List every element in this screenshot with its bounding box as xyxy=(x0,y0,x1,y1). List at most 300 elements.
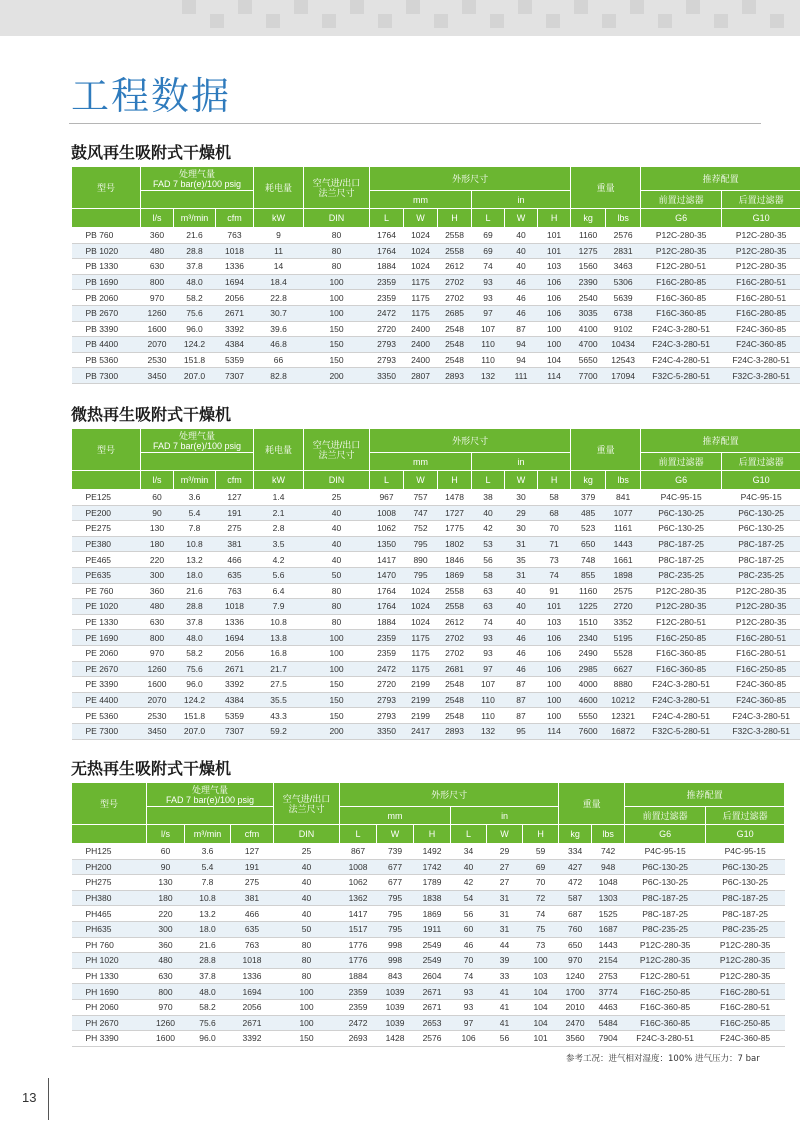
model-cell: PH 1330 xyxy=(72,968,147,984)
table-row xyxy=(72,1015,785,1031)
data-cell: 5359 xyxy=(216,352,254,368)
data-cell: P12C-280-35 xyxy=(722,583,800,599)
data-cell: 2720 xyxy=(370,321,404,337)
data-cell: 106 xyxy=(451,1031,487,1047)
data-cell: 2340 xyxy=(571,630,606,646)
data-cell: 2010 xyxy=(559,999,592,1015)
banner-square xyxy=(770,14,784,28)
data-cell: F16C-280-51 xyxy=(706,984,785,1000)
model-cell: PH200 xyxy=(72,859,147,875)
data-cell: F24C-360-85 xyxy=(722,321,800,337)
data-cell: 151.8 xyxy=(174,352,216,368)
unit-lbs: lbs xyxy=(592,825,625,844)
data-cell: 42 xyxy=(451,875,487,891)
data-cell: 6627 xyxy=(606,661,641,677)
data-cell: 40 xyxy=(451,859,487,875)
unit-kg: kg xyxy=(571,209,606,228)
table-row xyxy=(72,505,800,521)
data-cell: 100 xyxy=(538,692,571,708)
data-cell: 46 xyxy=(505,305,538,321)
data-cell: 630 xyxy=(141,614,174,630)
data-cell: 1517 xyxy=(340,921,377,937)
data-cell: 41 xyxy=(487,984,523,1000)
data-cell: 2671 xyxy=(231,1015,274,1031)
data-cell: 890 xyxy=(404,552,438,568)
data-cell: 100 xyxy=(538,321,571,337)
data-cell: F16C-360-85 xyxy=(641,305,722,321)
data-cell: 3774 xyxy=(592,984,625,1000)
banner-square xyxy=(378,14,392,28)
data-cell: 7.8 xyxy=(174,521,216,537)
data-cell: 87 xyxy=(505,708,538,724)
data-cell: P8C-235-25 xyxy=(641,567,722,583)
data-cell: 58.2 xyxy=(174,290,216,306)
data-cell: 100 xyxy=(274,1015,340,1031)
data-cell: 1024 xyxy=(404,614,438,630)
data-cell: 106 xyxy=(538,305,571,321)
data-cell: 3392 xyxy=(231,1031,274,1047)
banner-square xyxy=(350,0,364,14)
data-cell: 2558 xyxy=(438,228,472,244)
header-in: in xyxy=(472,191,571,209)
data-cell: 40 xyxy=(304,552,370,568)
banner-square xyxy=(518,0,532,14)
unit-din: DIN xyxy=(304,209,370,228)
unit-L: L xyxy=(370,471,404,490)
model-cell: PH 2060 xyxy=(72,999,147,1015)
data-cell: 300 xyxy=(141,567,174,583)
data-cell: 13.2 xyxy=(185,906,231,922)
data-cell: 104 xyxy=(523,984,559,1000)
data-cell: 40 xyxy=(274,906,340,922)
model-cell: PB 7300 xyxy=(72,368,141,384)
data-cell: 40 xyxy=(505,614,538,630)
table-row xyxy=(72,723,800,739)
data-cell: P6C-130-25 xyxy=(641,521,722,537)
data-cell: 1802 xyxy=(438,536,472,552)
banner-square xyxy=(546,14,560,28)
data-cell: 855 xyxy=(571,567,606,583)
data-cell: 1039 xyxy=(377,984,414,1000)
data-cell: 1470 xyxy=(370,567,404,583)
data-cell: 763 xyxy=(216,583,254,599)
table-row xyxy=(72,521,800,537)
unit-W-in: W xyxy=(487,825,523,844)
data-cell: 1024 xyxy=(404,583,438,599)
data-cell: P8C-235-25 xyxy=(706,921,785,937)
data-cell: 106 xyxy=(538,661,571,677)
header-conn-sub: 法兰尺寸 xyxy=(318,187,355,198)
data-cell: 381 xyxy=(231,890,274,906)
data-cell: F16C-280-85 xyxy=(722,305,800,321)
data-cell: 1764 xyxy=(370,243,404,259)
data-cell: 795 xyxy=(377,890,414,906)
data-cell: 31 xyxy=(505,536,538,552)
data-cell: 466 xyxy=(216,552,254,568)
unit-W: W xyxy=(377,825,414,844)
table-row xyxy=(72,984,785,1000)
data-cell: 2470 xyxy=(559,1015,592,1031)
data-cell: 2056 xyxy=(216,290,254,306)
header-weight: 重量 xyxy=(571,167,641,209)
data-cell: P6C-130-25 xyxy=(722,521,800,537)
data-cell: 2549 xyxy=(414,937,451,953)
data-cell: 37.8 xyxy=(185,968,231,984)
table-row xyxy=(72,290,800,306)
table-row xyxy=(72,661,800,677)
data-cell: 5639 xyxy=(606,290,641,306)
data-cell: F24C-3-280-51 xyxy=(641,677,722,693)
data-cell: 150 xyxy=(304,337,370,353)
data-cell: 795 xyxy=(377,921,414,937)
data-cell: 10212 xyxy=(606,692,641,708)
data-cell: P6C-130-25 xyxy=(706,859,785,875)
data-cell: 1024 xyxy=(404,259,438,275)
data-cell: 650 xyxy=(559,937,592,953)
data-cell: 100 xyxy=(274,999,340,1015)
banner-square xyxy=(574,0,588,14)
data-cell: 42 xyxy=(472,521,505,537)
data-cell: 2472 xyxy=(370,661,404,677)
data-cell: 151.8 xyxy=(174,708,216,724)
data-cell: 2199 xyxy=(404,708,438,724)
data-cell: 31 xyxy=(505,567,538,583)
data-cell: 80 xyxy=(274,953,340,969)
table-body xyxy=(72,490,800,740)
banner-square xyxy=(630,0,644,14)
data-cell: 1175 xyxy=(404,274,438,290)
data-cell: 180 xyxy=(147,890,185,906)
data-cell: 1764 xyxy=(370,583,404,599)
model-cell: PH380 xyxy=(72,890,147,906)
data-cell: 16872 xyxy=(606,723,641,739)
data-cell: 60 xyxy=(451,921,487,937)
data-cell: 94 xyxy=(505,352,538,368)
data-cell: 93 xyxy=(472,645,505,661)
data-cell: 1039 xyxy=(377,1015,414,1031)
unit-H-in: H xyxy=(538,209,571,228)
data-cell: 480 xyxy=(147,953,185,969)
data-cell: 2985 xyxy=(571,661,606,677)
data-cell: 1175 xyxy=(404,290,438,306)
data-cell: 41 xyxy=(487,1015,523,1031)
section-title-heated: 微热再生吸附式干燥机 xyxy=(71,405,232,424)
data-cell: 101 xyxy=(538,599,571,615)
header-connection xyxy=(274,783,340,825)
data-cell: 4000 xyxy=(571,677,606,693)
table-row xyxy=(72,243,800,259)
data-cell: 50 xyxy=(304,567,370,583)
header-capacity-spacer xyxy=(147,807,274,825)
banner-square xyxy=(658,14,672,28)
data-cell: 80 xyxy=(304,243,370,259)
data-cell: 2548 xyxy=(438,677,472,693)
data-cell: 40 xyxy=(472,505,505,521)
data-cell: 1024 xyxy=(404,599,438,615)
data-cell: 763 xyxy=(216,228,254,244)
data-cell: 37.8 xyxy=(174,259,216,275)
unit-H: H xyxy=(438,209,472,228)
data-cell: 3.6 xyxy=(174,490,216,506)
data-cell: 800 xyxy=(147,984,185,1000)
table-row xyxy=(72,567,800,583)
unit-cfm: cfm xyxy=(231,825,274,844)
data-cell: 635 xyxy=(216,567,254,583)
data-cell: 1175 xyxy=(404,630,438,646)
data-cell: 103 xyxy=(538,614,571,630)
data-cell: 80 xyxy=(274,968,340,984)
data-cell: 466 xyxy=(231,906,274,922)
model-cell: PE 2060 xyxy=(72,645,141,661)
data-cell: 1687 xyxy=(592,921,625,937)
table-row xyxy=(72,536,800,552)
data-cell: F16C-250-85 xyxy=(641,630,722,646)
data-cell: P8C-187-25 xyxy=(641,536,722,552)
data-cell: 74 xyxy=(523,906,559,922)
unit-g6: G6 xyxy=(641,471,722,490)
header-unit-blank xyxy=(72,471,141,490)
data-cell: P8C-187-25 xyxy=(641,552,722,568)
unit-W: W xyxy=(404,209,438,228)
header-filters: 推荐配置 xyxy=(625,783,785,807)
header-filters: 推荐配置 xyxy=(641,167,800,191)
data-cell: 106 xyxy=(538,630,571,646)
data-cell: P8C-235-25 xyxy=(625,921,706,937)
banner-square xyxy=(322,14,336,28)
data-cell: 4100 xyxy=(571,321,606,337)
data-cell: 75.6 xyxy=(174,661,216,677)
table-row xyxy=(72,305,800,321)
data-cell: 1350 xyxy=(370,536,404,552)
data-cell: 207.0 xyxy=(174,368,216,384)
data-cell: 87 xyxy=(505,677,538,693)
data-cell: 74 xyxy=(451,968,487,984)
table-row xyxy=(72,921,785,937)
data-cell: 3350 xyxy=(370,723,404,739)
data-cell: 5.4 xyxy=(174,505,216,521)
data-cell: 93 xyxy=(451,999,487,1015)
data-cell: 2070 xyxy=(141,692,174,708)
data-cell: 630 xyxy=(141,259,174,275)
data-cell: 75 xyxy=(523,921,559,937)
data-cell: 5.4 xyxy=(185,859,231,875)
data-cell: 40 xyxy=(304,536,370,552)
table-row xyxy=(72,228,800,244)
data-cell: 1008 xyxy=(370,505,404,521)
data-cell: F12C-280-51 xyxy=(641,614,722,630)
data-cell: 2893 xyxy=(438,723,472,739)
data-cell: P12C-280-35 xyxy=(625,937,706,953)
section-title-blower: 鼓风再生吸附式干燥机 xyxy=(71,143,232,162)
data-cell: 124.2 xyxy=(174,692,216,708)
data-cell: F32C-5-280-51 xyxy=(641,723,722,739)
data-cell: 93 xyxy=(472,630,505,646)
data-cell: 795 xyxy=(377,906,414,922)
data-cell: 31 xyxy=(487,890,523,906)
data-cell: 1160 xyxy=(571,228,606,244)
data-cell: 3450 xyxy=(141,723,174,739)
data-cell: 5195 xyxy=(606,630,641,646)
banner-square xyxy=(238,0,252,14)
data-cell: 4384 xyxy=(216,692,254,708)
data-cell: 970 xyxy=(141,290,174,306)
data-cell: 130 xyxy=(147,875,185,891)
data-cell: 28.8 xyxy=(174,243,216,259)
data-cell: 100 xyxy=(304,645,370,661)
header-conn-label: 空气进/出口 xyxy=(282,793,331,804)
data-cell: F24C-360-85 xyxy=(722,692,800,708)
data-cell: 2793 xyxy=(370,692,404,708)
header-dimensions: 外形尺寸 xyxy=(370,429,571,453)
header-dimensions: 外形尺寸 xyxy=(340,783,559,807)
data-cell: 2576 xyxy=(606,228,641,244)
data-cell: 53 xyxy=(472,536,505,552)
table-body xyxy=(72,844,785,1047)
data-cell: 677 xyxy=(377,859,414,875)
table-row xyxy=(72,875,785,891)
data-cell: 10.8 xyxy=(254,614,304,630)
header-model: 型号 xyxy=(72,429,141,471)
blower-purge-table xyxy=(71,166,800,384)
data-cell: 70 xyxy=(538,521,571,537)
table-row xyxy=(72,552,800,568)
data-cell: 27.5 xyxy=(254,677,304,693)
data-cell: 90 xyxy=(141,505,174,521)
data-cell: 12321 xyxy=(606,708,641,724)
data-cell: 25 xyxy=(274,844,340,860)
data-cell: 2199 xyxy=(404,677,438,693)
data-cell: 127 xyxy=(216,490,254,506)
unit-ls: l/s xyxy=(147,825,185,844)
data-cell: 2472 xyxy=(370,305,404,321)
data-cell: 1492 xyxy=(414,844,451,860)
data-cell: 998 xyxy=(377,937,414,953)
data-cell: 54 xyxy=(451,890,487,906)
banner-square xyxy=(686,0,700,14)
data-cell: 46 xyxy=(505,290,538,306)
data-cell: 40 xyxy=(274,859,340,875)
data-cell: 94 xyxy=(505,337,538,353)
header-unit-blank xyxy=(72,825,147,844)
data-cell: 93 xyxy=(472,274,505,290)
header-connection xyxy=(304,429,370,471)
data-cell: P12C-280-35 xyxy=(706,937,785,953)
data-cell: 2612 xyxy=(438,614,472,630)
data-cell: F24C-3-280-51 xyxy=(722,708,800,724)
data-cell: 58 xyxy=(472,567,505,583)
data-cell: 75.6 xyxy=(185,1015,231,1031)
data-cell: P4C-95-15 xyxy=(625,844,706,860)
data-cell: 2359 xyxy=(370,274,404,290)
unit-H: H xyxy=(438,471,472,490)
data-cell: 3350 xyxy=(370,368,404,384)
data-cell: F16C-280-51 xyxy=(722,290,800,306)
model-cell: PE380 xyxy=(72,536,141,552)
data-cell: 3035 xyxy=(571,305,606,321)
model-cell: PB 2060 xyxy=(72,290,141,306)
data-cell: 1776 xyxy=(340,937,377,953)
data-cell: 3392 xyxy=(216,321,254,337)
data-cell: 97 xyxy=(472,661,505,677)
data-cell: 2359 xyxy=(370,290,404,306)
unit-ls: l/s xyxy=(141,471,174,490)
data-cell: 795 xyxy=(404,567,438,583)
data-cell: 30 xyxy=(505,490,538,506)
table-row xyxy=(72,490,800,506)
data-cell: 3352 xyxy=(606,614,641,630)
data-cell: 867 xyxy=(340,844,377,860)
data-cell: 752 xyxy=(404,521,438,537)
data-cell: P6C-130-25 xyxy=(641,505,722,521)
header-capacity xyxy=(141,167,254,191)
data-cell: 96.0 xyxy=(174,321,216,337)
data-cell: 111 xyxy=(505,368,538,384)
data-cell: P8C-187-25 xyxy=(625,890,706,906)
data-cell: 2702 xyxy=(438,290,472,306)
data-cell: 1336 xyxy=(231,968,274,984)
data-cell: 2558 xyxy=(438,599,472,615)
data-cell: 3463 xyxy=(606,259,641,275)
data-cell: 180 xyxy=(141,536,174,552)
model-cell: PE 5360 xyxy=(72,708,141,724)
data-cell: 110 xyxy=(472,352,505,368)
data-cell: F32C-5-280-51 xyxy=(641,368,722,384)
data-cell: 1024 xyxy=(404,243,438,259)
data-cell: 100 xyxy=(304,305,370,321)
data-cell: 334 xyxy=(559,844,592,860)
header-dimensions: 外形尺寸 xyxy=(370,167,571,191)
data-cell: 2359 xyxy=(340,999,377,1015)
data-cell: 46 xyxy=(505,645,538,661)
data-cell: 95 xyxy=(505,723,538,739)
data-cell: 1362 xyxy=(340,890,377,906)
data-cell: 96.0 xyxy=(185,1031,231,1047)
data-cell: 2576 xyxy=(414,1031,451,1047)
data-cell: 3.5 xyxy=(254,536,304,552)
data-cell: 948 xyxy=(592,859,625,875)
data-cell: 150 xyxy=(274,1031,340,1047)
header-unit-blank xyxy=(72,209,141,228)
data-cell: 97 xyxy=(472,305,505,321)
data-cell: F16C-360-85 xyxy=(625,999,706,1015)
data-cell: F16C-280-51 xyxy=(706,999,785,1015)
data-cell: 967 xyxy=(370,490,404,506)
data-cell: 9 xyxy=(254,228,304,244)
data-cell: 40 xyxy=(304,521,370,537)
data-cell: 1260 xyxy=(141,305,174,321)
data-cell: F24C-4-280-51 xyxy=(641,708,722,724)
data-cell: 87 xyxy=(505,692,538,708)
data-cell: 75.6 xyxy=(174,305,216,321)
data-cell: 37.8 xyxy=(174,614,216,630)
header-capacity-sub: FAD 7 bar(e)/100 psig xyxy=(165,794,255,805)
table-row xyxy=(72,352,800,368)
data-cell: 27 xyxy=(487,875,523,891)
data-cell: P8C-187-25 xyxy=(722,536,800,552)
data-cell: 480 xyxy=(141,243,174,259)
data-cell: 74 xyxy=(538,567,571,583)
model-cell: PE 760 xyxy=(72,583,141,599)
data-cell: 2653 xyxy=(414,1015,451,1031)
data-cell: 106 xyxy=(538,645,571,661)
data-cell: P12C-280-35 xyxy=(641,228,722,244)
data-cell: 103 xyxy=(538,259,571,275)
model-cell: PE 4400 xyxy=(72,692,141,708)
data-cell: 21.7 xyxy=(254,661,304,677)
unit-g6: G6 xyxy=(641,209,722,228)
data-cell: 2793 xyxy=(370,708,404,724)
data-cell: 14 xyxy=(254,259,304,275)
